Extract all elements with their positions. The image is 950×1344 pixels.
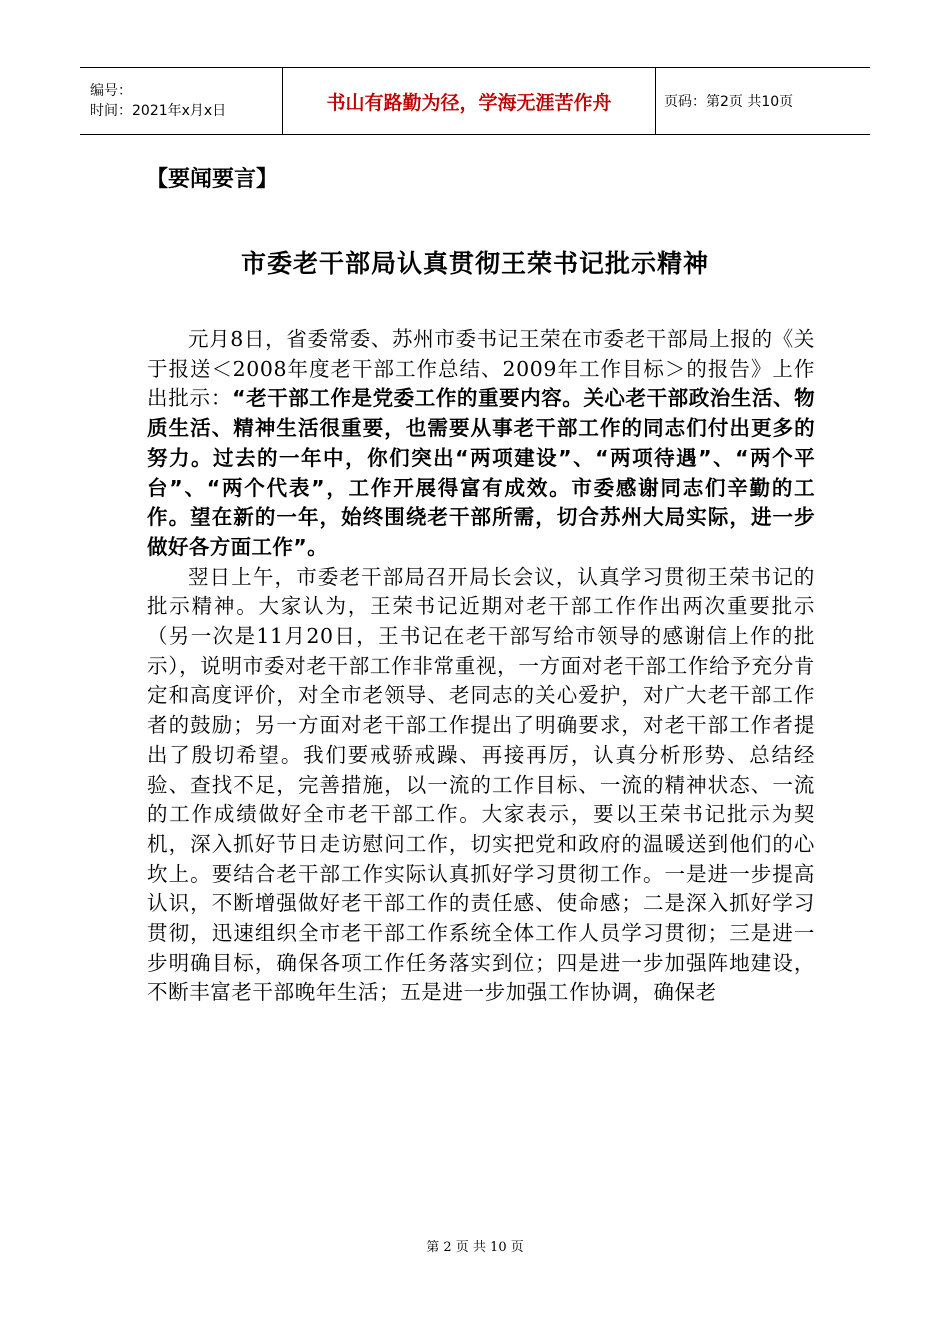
paragraph-2 <box>147 563 815 1009</box>
section-label: 【要闻要言】 <box>146 167 279 192</box>
article-body <box>147 325 815 1008</box>
document-number-label: 编号： <box>90 83 132 99</box>
paragraph-2-text: 翌日上午，市委老干部局召开局长会议，认真学习贯彻王荣书记的批示精神。大家认为，王荣书记近期对老干部工作作出两次重要批示（另一次是11月20日，王书记在老干部写给市领导的感谢信上作的批示），说明市委对老干部工作非常重视，一方面对老干部工作给予充分肯定和高度评价，对全市老领导、老同志的关心爱护，对广大老干部工作者的鼓励；另一方面对老干部工作提出了明确要求，对老干部工作者提出了殷切希望。我们要戒骄戒躁、再接再厉，认真分析形势、总结经验、查找不足，完善措施，以一流的工作目标、一流的精神状态、一流的工作成绩做好全市老干部工作。大家表示，要以王荣书记批示为契机，深入抓好节日走访慰问工作，切实把党和政府的温暖送到他们的心坎上。要结合老干部工作实际认真抓好学习贯彻工作。一是进一步提高认识，不断增强做好老干部工作的责任感、使命感；二是深入抓好学习贯彻，迅速组织全市老干部工作系统全体工作人员学习贯彻；三是进一步明确目标，确保各项工作任务落实到位；四是进一步加强阵地建设，不断丰富老干部晚年生活；五是进一步加强工作协调，确保老 <box>147 564 815 1005</box>
page-footer: 第 2 页 共 10 页 <box>426 1240 524 1255</box>
header-motto-cell <box>282 68 656 134</box>
article-title: 市委老干部局认真贯彻王荣书记批示精神 <box>240 249 709 278</box>
header-meta <box>80 68 282 134</box>
paragraph-1-quote: “老干部工作是党委工作的重要内容。关心老干部政治生活、物质生活、精神生活很重要，也需要从事老干部工作的同志们付出更多的努力。过去的一年中，你们突出“两项建设”、“两项待遇”、“两个平台”、“两个代表”，工作开展得富有成效。市委感谢同志们辛勤的工作。望在新的一年，始终围绕老干部所需，切合苏州大局实际，进一步做好各方面工作”。 <box>147 386 816 559</box>
paragraph-1-text: 元月8日，省委常委、苏州市委书记王荣在市委老干部局上报的《关于报送＜2008年度老干部工作总结、2009年工作目标＞的报告》上作出批示： <box>147 327 815 411</box>
page-header <box>80 67 870 135</box>
paragraph-1 <box>147 325 815 563</box>
header-page-info: 页码：第2页 共10页 <box>664 94 794 110</box>
document-time-label: 时间：2021年x月x日 <box>90 103 227 119</box>
header-page-info-cell <box>656 68 870 134</box>
header-motto: 书山有路勤为径，学海无涯苦作舟 <box>326 91 612 114</box>
